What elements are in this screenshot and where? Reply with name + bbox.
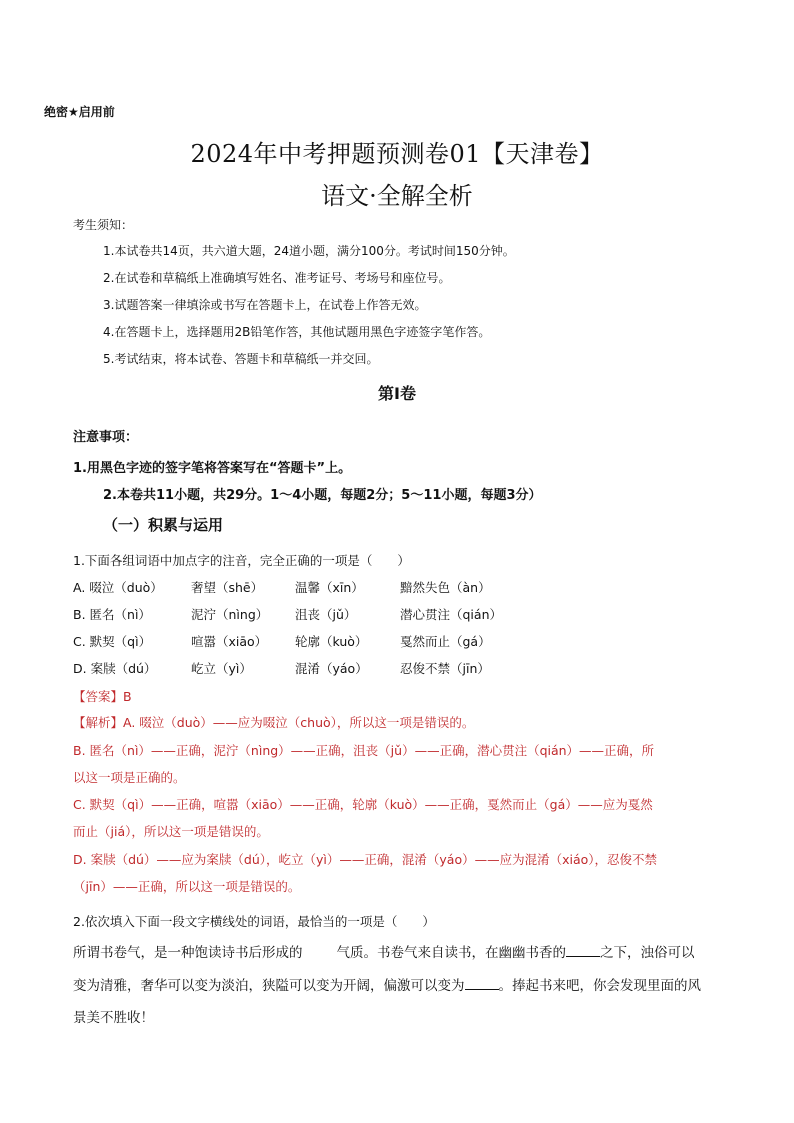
notice-item: 4.在答题卡上，选择题用2B铅笔作答，其他试题用黑色字迹签字笔作答。 — [103, 325, 491, 339]
passage-text: 所谓书卷气，是一种饱读诗书后形成的 — [73, 945, 303, 961]
passage-line — [73, 941, 695, 961]
analysis-line: （jīn）——正确，所以这一项是错误的。 — [73, 879, 301, 894]
passage-text: 。捧起书来吧，你会发现里面的风 — [498, 978, 701, 994]
option-a-word: 黯然失色（àn） — [400, 580, 491, 595]
analysis-line: C. 默契（qì）——正确，喧嚣（xiāo）——正确，轮廓（kuò）——正确，戛然而止（gá）——应为戛然 — [73, 797, 653, 812]
option-b-word: 沮丧（jǔ） — [295, 607, 357, 622]
option-c-word: 轮廓（kuò） — [295, 634, 368, 649]
analysis-line: D. 案牍（dú）——应为案牍（dú），屹立（yì）——正确，混淆（yáo）——应为混淆（xiáo），忍俊不禁 — [73, 852, 658, 867]
analysis-line: 而止（jiá），所以这一项是错误的。 — [73, 824, 269, 839]
option-b: B. 匿名（nì） — [73, 607, 151, 622]
notice-item: 1.本试卷共14页，共六道大题，24道小题，满分100分。考试时间150分钟。 — [103, 244, 515, 258]
option-d-word: 屹立（yì） — [191, 661, 252, 676]
attention-line: 1.用黑色字迹的签字笔将答案写在“答题卡”上。 — [73, 461, 352, 476]
answer-value: B — [123, 689, 132, 704]
question-stem: 1.下面各组词语中加点字的注音，完全正确的一项是（ ） — [73, 553, 410, 568]
option-a-word: 奢望（shē） — [191, 580, 264, 595]
attention-line: 2.本卷共11小题，共29分。1～4小题，每题2分；5～11小题，每题3分） — [103, 488, 542, 503]
notice-item: 3.试题答案一律填涂或书写在答题卡上，在试卷上作答无效。 — [103, 298, 427, 312]
option-c: C. 默契（qì） — [73, 634, 152, 649]
option-b-word: 潜心贯注（qián） — [400, 607, 502, 622]
option-c-word: 喧嚣（xiāo） — [191, 634, 268, 649]
section-heading: （一）积累与运用 — [103, 516, 224, 534]
answer-label: 【答案】 — [73, 689, 124, 704]
question-stem: 2.依次填入下面一段文字横线处的词语，最恰当的一项是（ ） — [73, 914, 435, 929]
passage-line — [73, 974, 701, 994]
exam-title: 2024年中考押题预测卷01【天津卷】 — [190, 140, 604, 168]
option-d: D. 案牍（dú） — [73, 661, 157, 676]
option-a: A. 啜泣（duò） — [73, 580, 163, 595]
analysis-text: A. 啜泣（duò）——应为啜泣（chuò），所以这一项是错误的。 — [123, 715, 475, 730]
notice-item: 5.考试结束，将本试卷、答题卡和草稿纸一并交回。 — [103, 352, 379, 366]
passage-line: 景美不胜收！ — [73, 1010, 154, 1026]
confidential-mark: 绝密★启用前 — [44, 105, 115, 119]
notice-item: 2.在试卷和草稿纸上准确填写姓名、准考证号、考场号和座位号。 — [103, 271, 451, 285]
blank-line — [566, 944, 600, 957]
option-b-word: 泥泞（nìng） — [191, 607, 269, 622]
passage-text: 之下，浊俗可以 — [600, 945, 695, 961]
analysis-line: 以这一项是正确的。 — [73, 770, 186, 785]
analysis-line — [73, 713, 474, 731]
passage-text: 变为清雅，奢华可以变为淡泊，狭隘可以变为开阔，偏激可以变为 — [73, 978, 465, 994]
analysis-line: B. 匿名（nì）——正确，泥泞（nìng）——正确，沮丧（jǔ）——正确，潜心贯注（qián）——正确，所 — [73, 743, 655, 758]
option-a-word: 温馨（xīn） — [295, 580, 364, 595]
attention-heading: 注意事项： — [73, 430, 139, 445]
notice-label: 考生须知： — [73, 218, 134, 232]
option-d-word: 忍俊不禁（jīn） — [400, 661, 490, 676]
answer-line — [73, 687, 132, 705]
blank-line — [465, 977, 499, 990]
exam-subtitle: 语文·全解全析 — [321, 182, 473, 210]
analysis-label: 【解析】 — [73, 715, 124, 730]
part-heading: 第Ⅰ卷 — [378, 384, 416, 403]
passage-text: 气质。书卷气来自读书，在幽幽书香的 — [336, 945, 566, 961]
option-d-word: 混淆（yáo） — [295, 661, 368, 676]
option-c-word: 戛然而止（gá） — [400, 634, 491, 649]
